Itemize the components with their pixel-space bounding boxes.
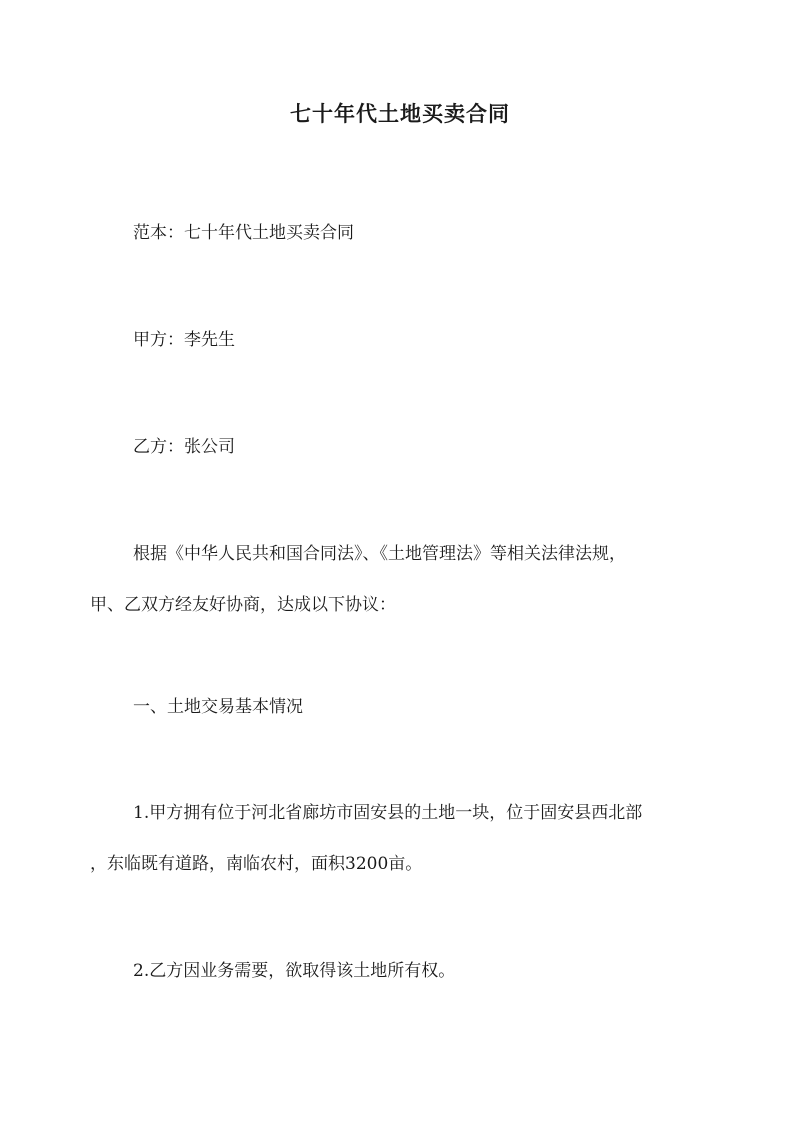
clause-2-line: 2.乙方因业务需要，欲取得该土地所有权。 [133,961,456,981]
template-line: 范本：七十年代土地买卖合同 [133,223,354,243]
party-b-line: 乙方：张公司 [133,437,235,457]
preamble-line-2: 甲、乙双方经友好协商，达成以下协议： [90,595,396,615]
section-1-heading: 一、土地交易基本情况 [133,697,303,717]
document-title: 七十年代土地买卖合同 [290,101,510,126]
clause-1-line-2: ，东临既有道路，南临农村，面积3200亩。 [90,854,423,874]
party-a-line: 甲方：李先生 [133,330,235,350]
clause-1-line-1: 1.甲方拥有位于河北省廊坊市固安县的土地一块，位于固安县西北部 [133,803,643,823]
preamble-line-1: 根据《中华人民共和国合同法》、《土地管理法》等相关法律法规， [133,544,626,564]
